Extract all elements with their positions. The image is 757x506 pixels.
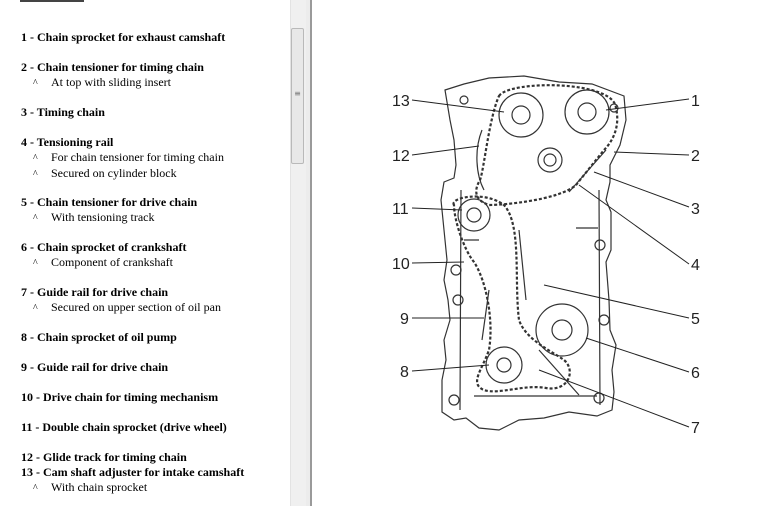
legend-item-note: [33, 75, 216, 91]
legend-item-note: [33, 166, 224, 182]
legend-item-title: 8 - Chain sprocket of oil pump: [21, 330, 177, 344]
caret-icon: ^: [33, 169, 38, 180]
legend-item: [21, 390, 218, 405]
callout-7: 7: [691, 420, 700, 437]
legend-item: [21, 105, 105, 120]
legend-item: [21, 240, 186, 271]
callout-labels: [392, 93, 700, 437]
legend-item-title: 10 - Drive chain for timing mechanism: [21, 390, 219, 404]
double-chain-sprocket: [458, 199, 490, 231]
legend-item-title: 6 - Chain sprocket of crankshaft: [21, 240, 187, 254]
legend-item: [21, 30, 225, 45]
legend-item-note: [33, 300, 221, 316]
legend-item-note: [33, 480, 256, 496]
callout-3: 3: [691, 201, 700, 218]
caret-icon: ^: [33, 258, 38, 269]
callout-13: 13: [392, 93, 410, 110]
intake-cam-sprocket: [499, 93, 543, 137]
callout-2: 2: [691, 148, 700, 165]
legend-item-note-text: Component of crankshaft: [51, 255, 173, 269]
legend-item-title: 5 - Chain tensioner for drive chain: [21, 195, 198, 209]
callout-4: 4: [691, 257, 700, 274]
legend-item: [21, 465, 244, 496]
callout-1: 1: [691, 93, 700, 110]
legend-item: [21, 450, 187, 465]
callout-12: 12: [392, 148, 410, 165]
legend-item-title: 13 - Cam shaft adjuster for intake camshaft: [21, 465, 245, 479]
legend-item: [21, 420, 227, 435]
callout-6: 6: [691, 365, 700, 382]
legend-item-note: [33, 255, 198, 271]
timing-chain-diagram: [314, 0, 757, 506]
crankshaft-sprocket: [536, 304, 588, 356]
legend-item-note: [33, 210, 209, 226]
legend-item: [21, 285, 221, 316]
legend-item-note-text: With chain sprocket: [51, 480, 148, 494]
caret-icon: ^: [33, 78, 38, 89]
legend-item: [21, 135, 224, 182]
scrollbar-grip-icon: ≡: [294, 89, 301, 98]
legend-item-note-text: For chain tensioner for timing chain: [51, 150, 224, 164]
caret-icon: ^: [33, 303, 38, 314]
caret-icon: ^: [33, 483, 38, 494]
legend-item: [21, 360, 168, 375]
caret-icon: ^: [33, 153, 38, 164]
legend-item-title: 11 - Double chain sprocket (drive wheel): [21, 420, 227, 434]
legend-item-title: 12 - Glide track for timing chain: [21, 450, 187, 464]
diagram-panel: [314, 0, 757, 506]
exhaust-cam-sprocket: [565, 90, 609, 134]
pane-splitter[interactable]: [306, 0, 312, 506]
callout-10: 10: [392, 256, 410, 273]
caret-icon: ^: [33, 213, 38, 224]
legend-item-note-text: Secured on upper section of oil pan: [51, 300, 221, 314]
legend-item: [21, 330, 177, 345]
callout-9: 9: [400, 311, 409, 328]
legend-item: [21, 195, 197, 226]
legend-item-note-text: At top with sliding insert: [51, 75, 171, 89]
drive-chain-path: [454, 196, 570, 391]
callout-11: 11: [392, 201, 409, 218]
oil-pump-sprocket: [486, 347, 522, 383]
legend-item-title: 4 - Tensioning rail: [21, 135, 114, 149]
legend-item-title: 7 - Guide rail for drive chain: [21, 285, 169, 299]
legend-item-title: 2 - Chain tensioner for timing chain: [21, 60, 204, 74]
legend-item-title: 9 - Guide rail for drive chain: [21, 360, 169, 374]
legend-item-title: 1 - Chain sprocket for exhaust camshaft: [21, 30, 226, 44]
callout-5: 5: [691, 311, 700, 328]
legend-item-note: [33, 150, 224, 166]
legend-item-title: 3 - Timing chain: [21, 105, 105, 119]
legend-item-note-text: With tensioning track: [51, 210, 155, 224]
header-rule: [20, 0, 84, 2]
legend-item-note-text: Secured on cylinder block: [51, 166, 177, 180]
legend-item: [21, 60, 204, 91]
callout-8: 8: [400, 364, 409, 381]
legend-panel: [0, 0, 290, 506]
timing-chain-path: [476, 85, 617, 205]
